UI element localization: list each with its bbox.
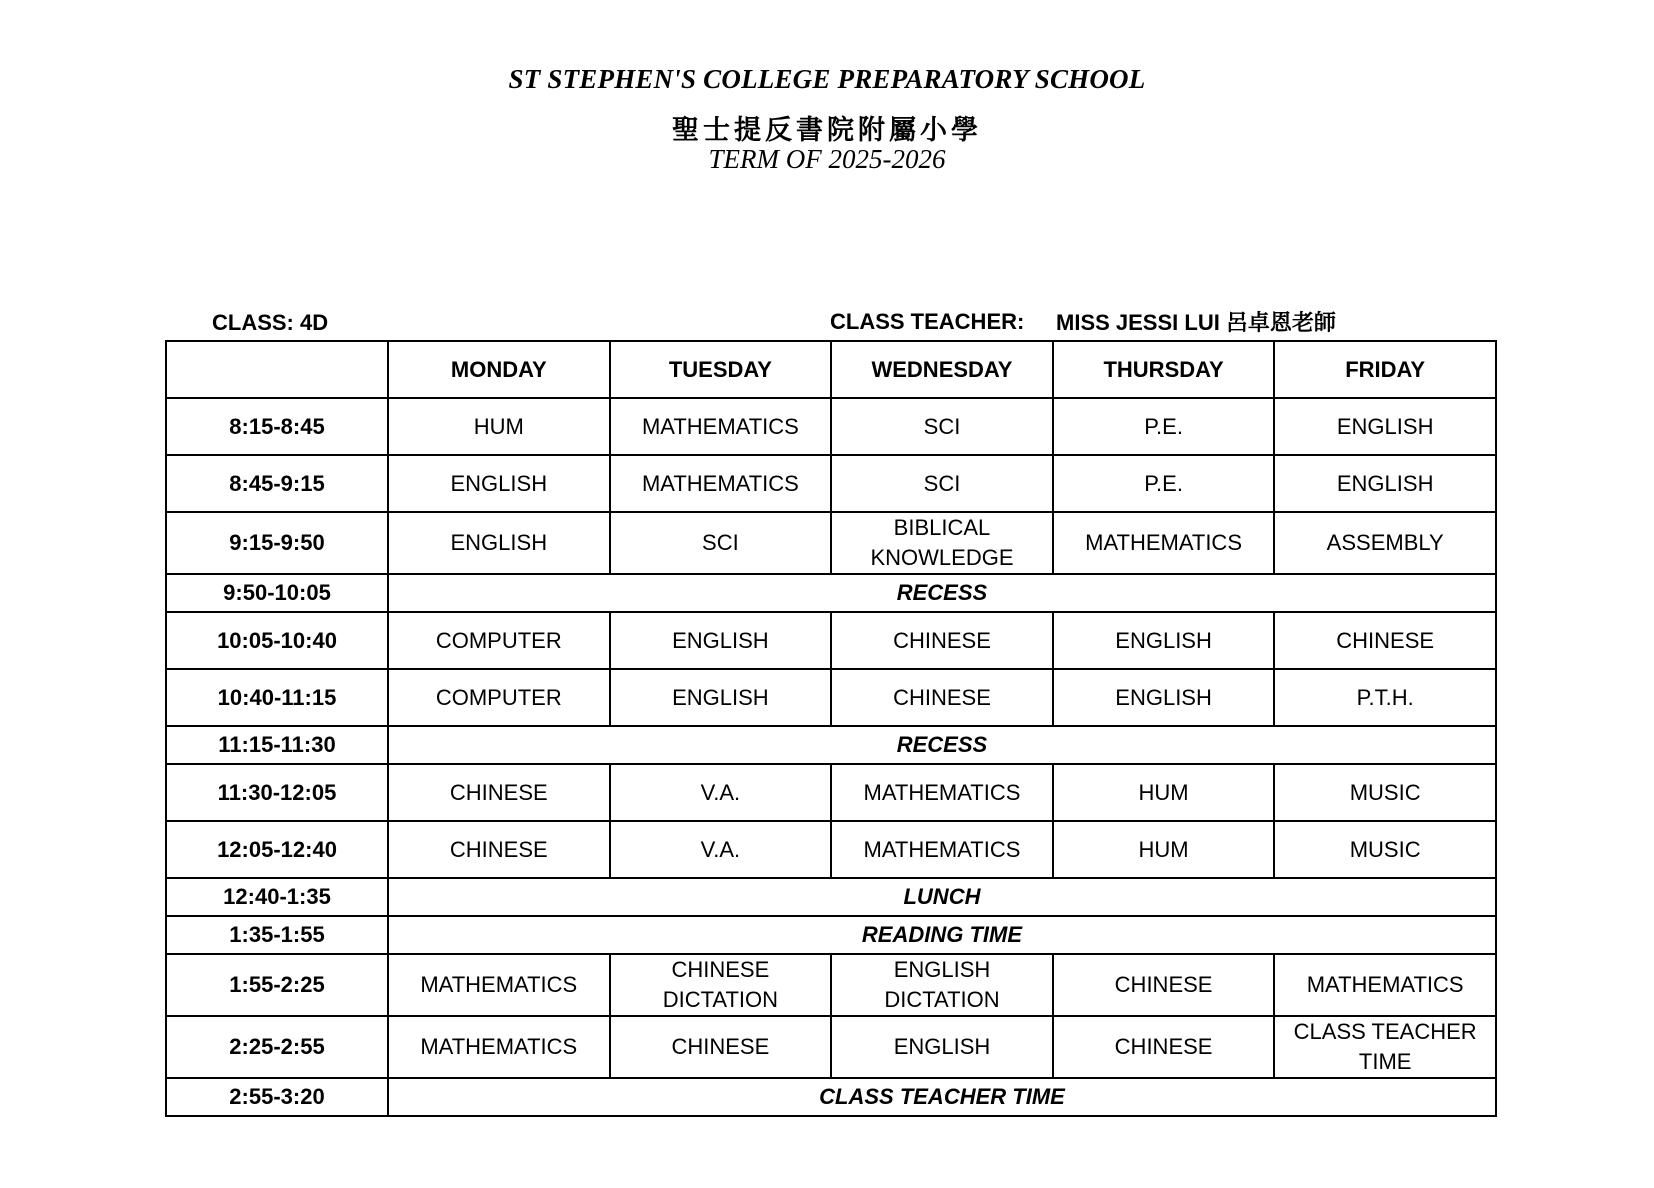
corner-cell [166,341,388,398]
subject-cell-tuesday: CHINESE DICTATION [610,954,832,1016]
subject-cell-monday: COMPUTER [388,669,610,726]
lesson-row [166,1016,1496,1078]
subject-cell-thursday: CHINESE [1053,1016,1275,1078]
break-row [166,726,1496,764]
subject-cell-wednesday: BIBLICAL KNOWLEDGE [831,512,1053,574]
subject-cell-thursday: CHINESE [1053,954,1275,1016]
subject-cell-tuesday: ENGLISH [610,669,832,726]
school-name-english: ST STEPHEN'S COLLEGE PREPARATORY SCHOOL [508,64,1146,94]
subject-cell-tuesday: MATHEMATICS [610,455,832,512]
day-header-monday: MONDAY [388,341,610,398]
subject-cell-thursday: MATHEMATICS [1053,512,1275,574]
lesson-row [166,669,1496,726]
subject-cell-thursday: P.E. [1053,398,1275,455]
subject-cell-friday: MUSIC [1274,821,1496,878]
subject-cell-wednesday: SCI [831,455,1053,512]
subject-cell-wednesday: CHINESE [831,612,1053,669]
subject-cell-thursday: ENGLISH [1053,612,1275,669]
break-row [166,574,1496,612]
timetable-body [166,398,1496,1116]
class-teacher-name: MISS JESSI LUI 呂卓恩老師 [1056,310,1336,335]
time-slot: 12:05-12:40 [166,821,388,878]
subject-cell-monday: CHINESE [388,821,610,878]
subject-cell-friday: ENGLISH [1274,398,1496,455]
time-slot: 9:15-9:50 [166,512,388,574]
timetable [165,340,1497,1117]
time-slot: 8:15-8:45 [166,398,388,455]
day-header-wednesday: WEDNESDAY [831,341,1053,398]
subject-cell-thursday: P.E. [1053,455,1275,512]
break-row [166,878,1496,916]
subject-cell-friday: CLASS TEACHER TIME [1274,1016,1496,1078]
break-label: RECESS [388,726,1496,764]
break-label: LUNCH [388,878,1496,916]
time-slot: 12:40-1:35 [166,878,388,916]
day-header-tuesday: TUESDAY [610,341,832,398]
subject-cell-monday: MATHEMATICS [388,954,610,1016]
subject-cell-monday: ENGLISH [388,455,610,512]
subject-cell-tuesday: V.A. [610,764,832,821]
subject-cell-friday: MATHEMATICS [1274,954,1496,1016]
time-slot: 11:30-12:05 [166,764,388,821]
subject-cell-thursday: ENGLISH [1053,669,1275,726]
time-slot: 9:50-10:05 [166,574,388,612]
lesson-row [166,764,1496,821]
subject-cell-friday: ENGLISH [1274,455,1496,512]
school-name-chinese: 聖士提反書院附屬小學 [672,115,982,145]
subject-cell-tuesday: MATHEMATICS [610,398,832,455]
break-row [166,916,1496,954]
time-slot: 10:05-10:40 [166,612,388,669]
subject-cell-tuesday: ENGLISH [610,612,832,669]
lesson-row [166,821,1496,878]
subject-cell-wednesday: MATHEMATICS [831,821,1053,878]
class-label: CLASS: 4D [212,310,329,335]
subject-cell-wednesday: CHINESE [831,669,1053,726]
subject-cell-tuesday: CHINESE [610,1016,832,1078]
subject-cell-friday: CHINESE [1274,612,1496,669]
lesson-row [166,512,1496,574]
break-label: CLASS TEACHER TIME [388,1078,1496,1116]
subject-cell-thursday: HUM [1053,821,1275,878]
time-slot: 11:15-11:30 [166,726,388,764]
class-teacher-label: CLASS TEACHER: [830,309,1025,334]
subject-cell-friday: P.T.H. [1274,669,1496,726]
lesson-row [166,612,1496,669]
subject-cell-friday: ASSEMBLY [1274,512,1496,574]
subject-cell-wednesday: ENGLISH [831,1016,1053,1078]
break-row [166,1078,1496,1116]
lesson-row [166,455,1496,512]
break-label: READING TIME [388,916,1496,954]
time-slot: 2:55-3:20 [166,1078,388,1116]
break-label: RECESS [388,574,1496,612]
day-header-friday: FRIDAY [1274,341,1496,398]
subject-cell-wednesday: MATHEMATICS [831,764,1053,821]
subject-cell-friday: MUSIC [1274,764,1496,821]
lesson-row [166,954,1496,1016]
subject-cell-monday: CHINESE [388,764,610,821]
subject-cell-tuesday: SCI [610,512,832,574]
subject-cell-thursday: HUM [1053,764,1275,821]
subject-cell-wednesday: SCI [831,398,1053,455]
term-title: TERM OF 2025-2026 [708,144,946,174]
subject-cell-wednesday: ENGLISH DICTATION [831,954,1053,1016]
time-slot: 10:40-11:15 [166,669,388,726]
lesson-row [166,398,1496,455]
time-slot: 1:35-1:55 [166,916,388,954]
subject-cell-monday: HUM [388,398,610,455]
time-slot: 1:55-2:25 [166,954,388,1016]
subject-cell-monday: MATHEMATICS [388,1016,610,1078]
day-header-thursday: THURSDAY [1053,341,1275,398]
subject-cell-monday: COMPUTER [388,612,610,669]
day-header-row [166,341,1496,398]
time-slot: 8:45-9:15 [166,455,388,512]
time-slot: 2:25-2:55 [166,1016,388,1078]
subject-cell-tuesday: V.A. [610,821,832,878]
subject-cell-monday: ENGLISH [388,512,610,574]
